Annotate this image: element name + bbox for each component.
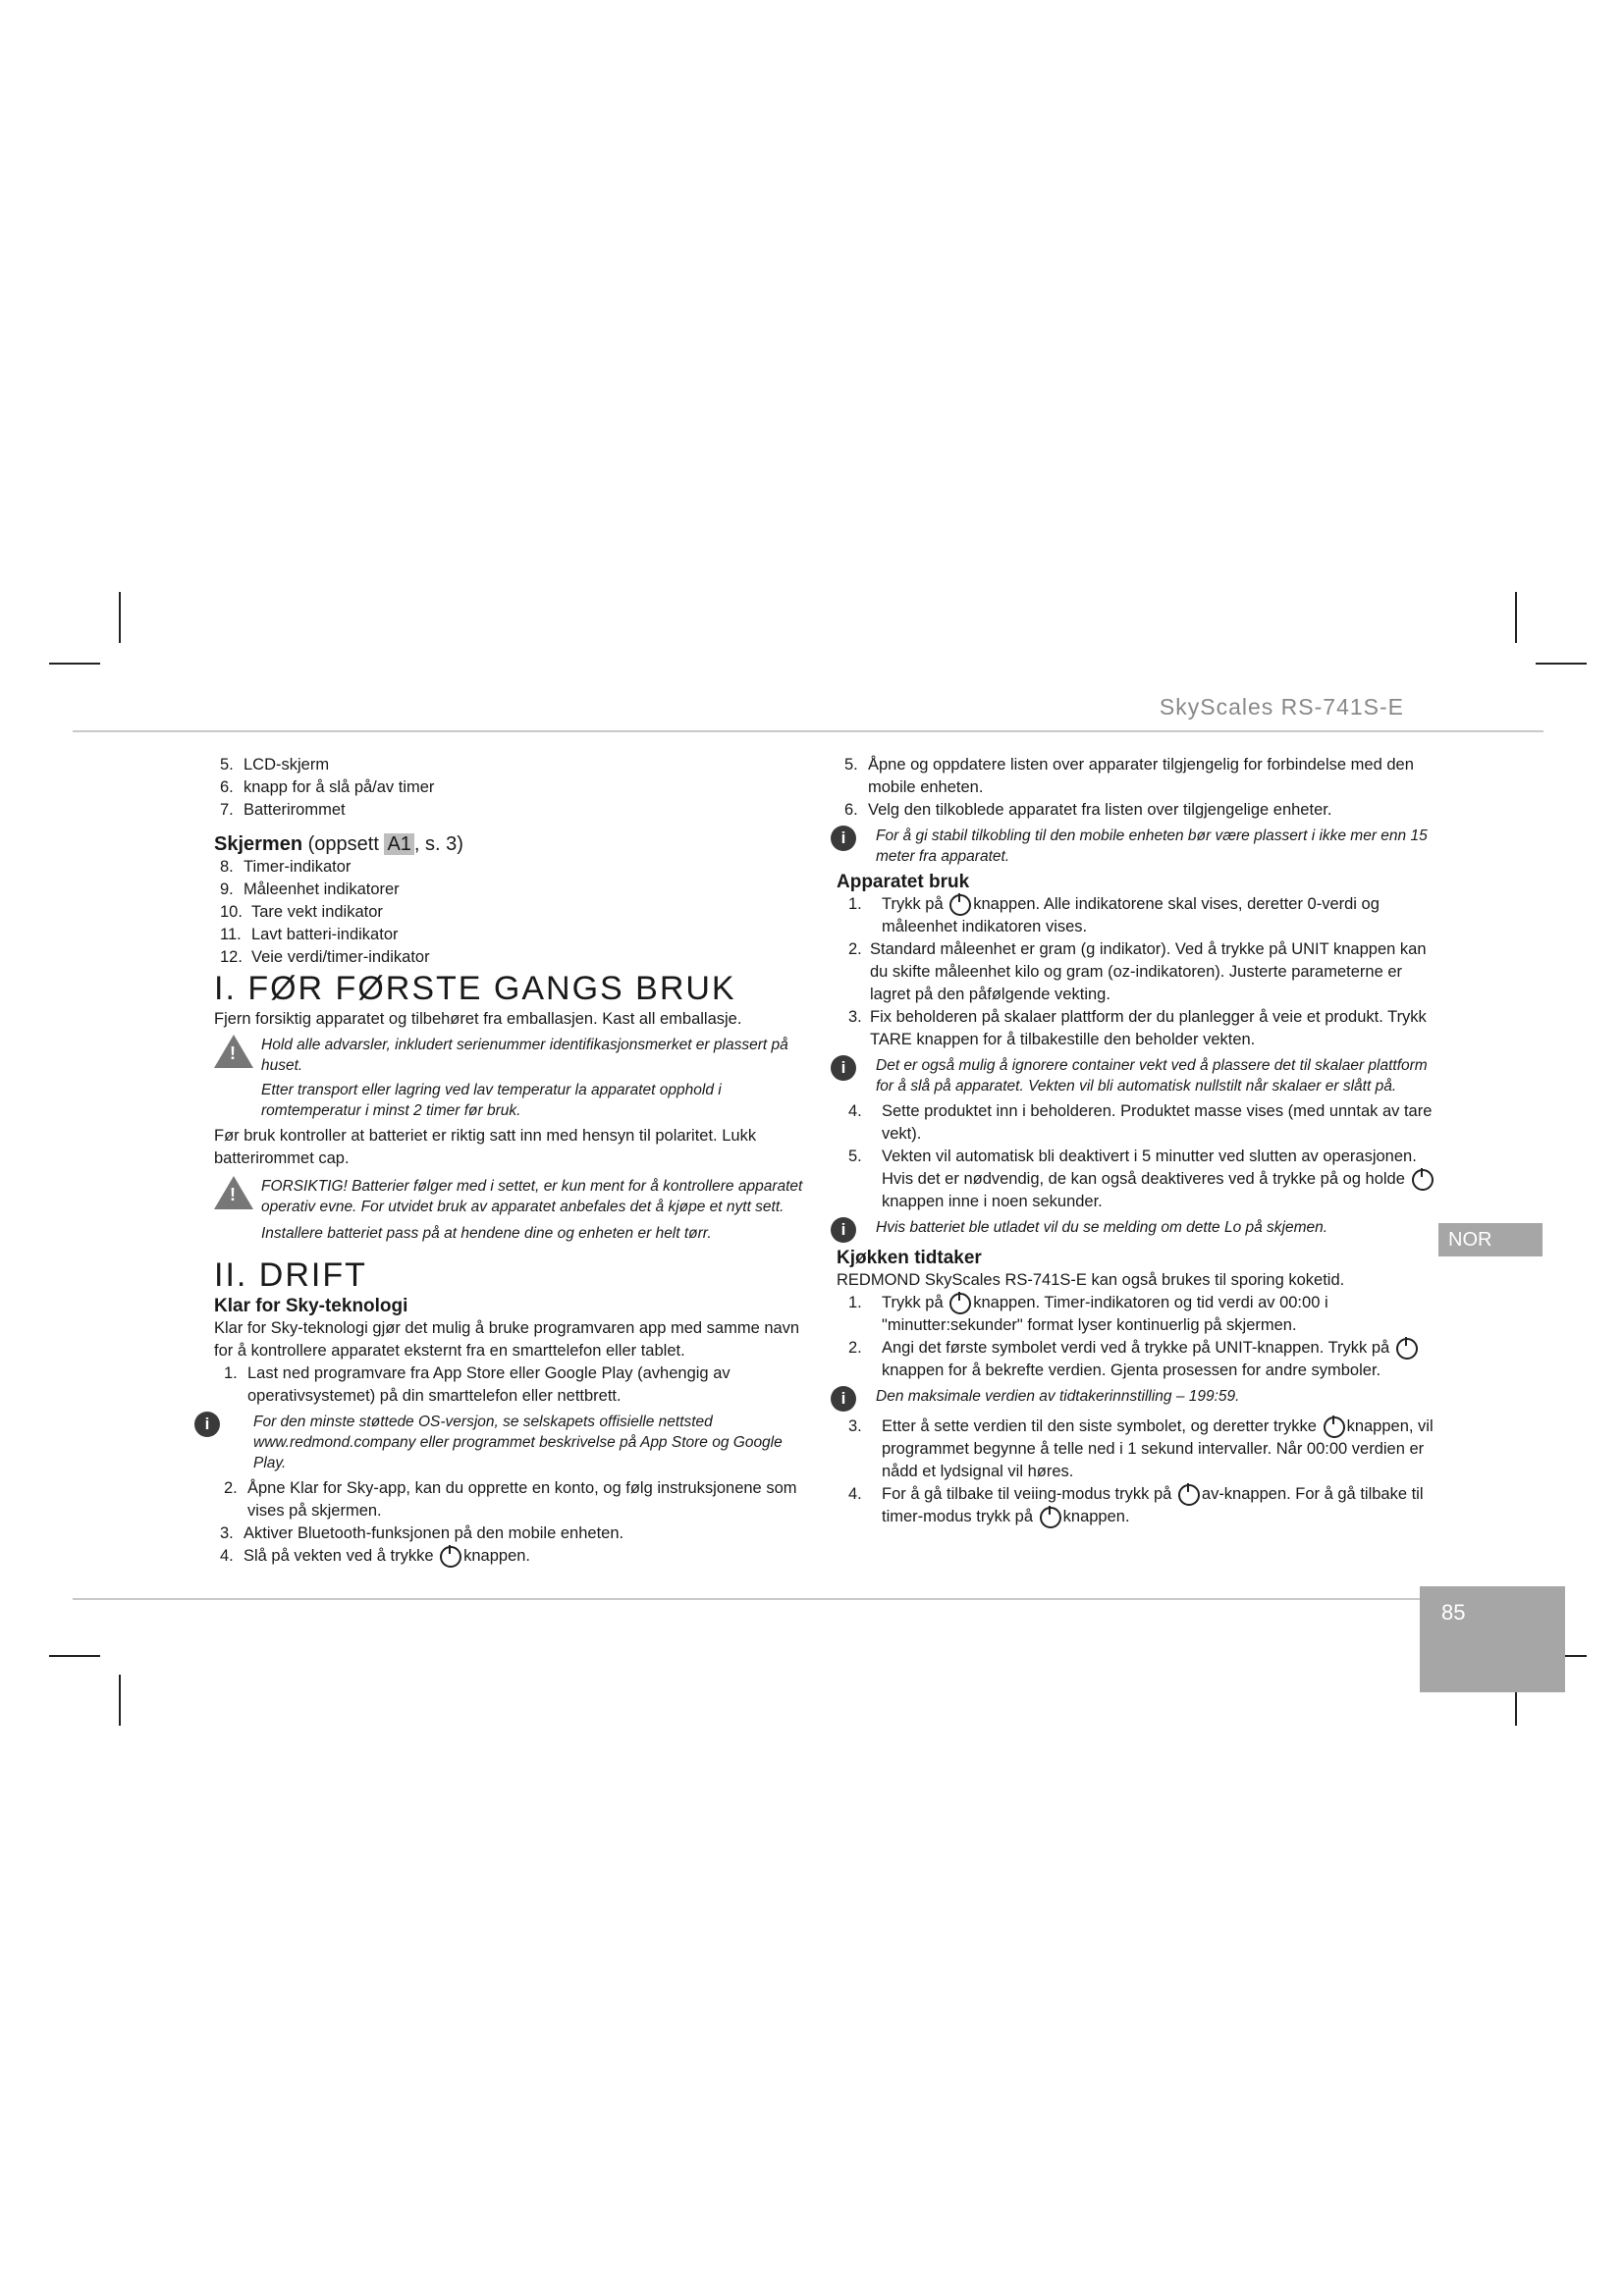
list-item: 3. Fix beholderen på skalaer plattform der du planlegger å veie et produkt. Trykk TARE knappen for å tilbakestille den beholder vekten. xyxy=(848,1008,1427,1048)
list-item: 10. Tare vekt indikator xyxy=(220,903,383,921)
list-item: 6. knapp for å slå på/av timer xyxy=(220,778,435,796)
page-number: 85 xyxy=(1420,1586,1565,1692)
info-icon: i xyxy=(194,1412,220,1437)
info-icon: i xyxy=(831,1055,856,1081)
list-item: 12. Veie verdi/timer-indikator xyxy=(220,948,430,966)
list-item: 1. Trykk på knappen. Alle indikatorene skal vises, deretter 0-verdi og måleenhet indikatoren vises. xyxy=(848,895,1380,935)
paragraph: Klar for Sky-teknologi gjør det mulig å bruke programvaren app med samme navn for å kontrollere apparatet eksternt fra en smarttelefon eller tablet. xyxy=(214,1319,800,1360)
list-item: 5. Vekten vil automatisk bli deaktivert i 5 minutter ved slutten av operasjonen. Hvis det er nødvendig, de kan også deaktiveres ved å trykke på og holde knappen inne i noen sekunder. xyxy=(837,1146,1439,1213)
list-item: 9. Måleenhet indikatorer xyxy=(220,881,400,898)
paragraph: REDMOND SkyScales RS-741S-E kan også brukes til sporing koketid. xyxy=(837,1271,1345,1289)
info-note: i For å gi stabil tilkobling til den mobile enheten bør være plassert i ikke mer enn 15 meter fra apparatet. xyxy=(837,826,1439,867)
list-item: 6. Velg den tilkoblede apparatet fra listen over tilgjengelige enheter. xyxy=(844,801,1332,819)
list-item: 1. Trykk på knappen. Timer-indikatoren og tid verdi av 00:00 i "minutter:sekunder" format lyser kontinuerlig på skjermen. xyxy=(848,1294,1328,1334)
info-icon: i xyxy=(831,1217,856,1243)
paragraph: Fjern forsiktig apparatet og tilbehøret fra emballasjen. Kast all emballasje. xyxy=(214,1010,742,1028)
info-note: i Det er også mulig å ignorere container vekt ved å plassere det til skalaer plattform for å slå på apparatet. Vekten vil bli automatisk nullstilt når skalaer er slått på. xyxy=(837,1055,1439,1096)
list-item: 5. LCD-skjerm xyxy=(220,756,330,774)
subheading: Apparatet bruk xyxy=(837,872,970,892)
list-item: 7. Batterirommet xyxy=(220,801,346,819)
list-item: 5. Åpne og oppdatere listen over apparater tilgjengelig for forbindelse med den mobile enheten. xyxy=(844,756,1414,796)
list-item: 3. Etter å sette verdien til den siste symbolet, og deretter trykke knappen, vil programmet begynne å telle ned i 1 sekund intervaller. Når 00:00 verdien er nådd et lydsignal vil høres. xyxy=(848,1417,1434,1480)
list-item: 2. Standard måleenhet er gram (g indikator). Ved å trykke på UNIT knappen kan du skifte måleenhet kilo og gram (oz-indikatoren). Justerte parameterne er lagret på den påfølgende vekting. xyxy=(848,940,1427,1003)
list-item: 1. Last ned programvare fra App Store eller Google Play (avhengig av operativsystemet) på din smarttelefon eller nettbrett. xyxy=(224,1364,731,1405)
language-tab: NOR xyxy=(1438,1223,1543,1256)
list-item: 4. For å gå tilbake til veiing-modus trykk på av-knappen. For å gå tilbake til timer-modus trykk på knappen. xyxy=(837,1483,1439,1528)
warning-note: ! FORSIKTIG! Batterier følger med i settet, er kun ment for å kontrollere apparatet operativ evne. For utvidet bruk av apparatet anbefales det å kjøpe et nytt sett. Installere batteriet pass på at hendene dine og enheten er helt tørr. xyxy=(214,1176,807,1244)
list-item: 4. Slå på vekten ved å trykke knappen. xyxy=(214,1545,807,1568)
section-title: II. DRIFT xyxy=(214,1256,367,1294)
timer-button-icon xyxy=(1040,1507,1061,1528)
layout-ref-tag: A1 xyxy=(384,833,413,855)
power-icon xyxy=(1178,1484,1200,1506)
warning-icon xyxy=(214,1176,253,1209)
paragraph: Før bruk kontroller at batteriet er riktig satt inn med hensyn til polaritet. Lukk batterirommet cap. xyxy=(214,1127,757,1167)
list-item: 2. Åpne Klar for Sky-app, kan du opprette en konto, og følg instruksjonene som vises på skjermen. xyxy=(224,1479,797,1520)
left-column xyxy=(204,754,807,1568)
warning-note: ! Hold alle advarsler, inkludert serienummer identifikasjonsmerket er plassert på huset. Etter transport eller lagring ved lav temperatur la apparatet opphold i romtemperatur i minst 2 timer før bruk. xyxy=(214,1035,807,1121)
info-note: i For den minste støttede OS-versjon, se selskapets offisielle nettsted www.redmond.company eller programmet beskrivelse på App Store og Google Play. xyxy=(200,1412,807,1473)
crop-mark xyxy=(119,1675,121,1726)
timer-button-icon xyxy=(1396,1338,1418,1360)
list-item: 4. Sette produktet inn i beholderen. Produktet masse vises (med unntak av tare vekt). xyxy=(848,1102,1433,1143)
power-icon xyxy=(1412,1169,1434,1191)
list-item: 8. Timer-indikator xyxy=(220,858,352,876)
list-item: 11. Lavt batteri-indikator xyxy=(220,926,399,943)
footer-rule xyxy=(73,1598,1420,1600)
power-icon xyxy=(949,894,971,916)
subheading: Kjøkken tidtaker xyxy=(837,1248,982,1268)
timer-button-icon xyxy=(949,1293,971,1314)
crop-mark xyxy=(49,663,100,665)
warning-icon xyxy=(214,1035,253,1068)
screen-heading: Skjermen (oppsett A1 , s. 3) xyxy=(214,833,463,855)
crop-mark xyxy=(1515,592,1517,643)
right-column xyxy=(837,754,1439,1528)
crop-mark xyxy=(1536,663,1587,665)
timer-button-icon xyxy=(1324,1416,1345,1438)
crop-mark xyxy=(119,592,121,643)
list-item: 2. Angi det første symbolet verdi ved å trykke på UNIT-knappen. Trykk på knappen for å bekrefte verdien. Gjenta prosessen for andre symboler. xyxy=(837,1337,1439,1382)
section-title: I. FØR FØRSTE GANGS BRUK xyxy=(214,970,736,1007)
crop-mark xyxy=(49,1655,100,1657)
info-icon: i xyxy=(831,826,856,851)
list-item: 3. Aktiver Bluetooth-funksjonen på den mobile enheten. xyxy=(220,1524,624,1542)
info-icon: i xyxy=(831,1386,856,1412)
product-name: SkyScales RS-741S-E xyxy=(1159,694,1404,720)
info-note: i Hvis batteriet ble utladet vil du se melding om dette Lo på skjemen. xyxy=(837,1217,1439,1243)
header-rule xyxy=(73,730,1543,732)
subheading: Klar for Sky-teknologi xyxy=(214,1296,408,1316)
info-note: i Den maksimale verdien av tidtakerinnstilling – 199:59. xyxy=(837,1386,1439,1412)
timer-button-icon xyxy=(440,1546,461,1568)
